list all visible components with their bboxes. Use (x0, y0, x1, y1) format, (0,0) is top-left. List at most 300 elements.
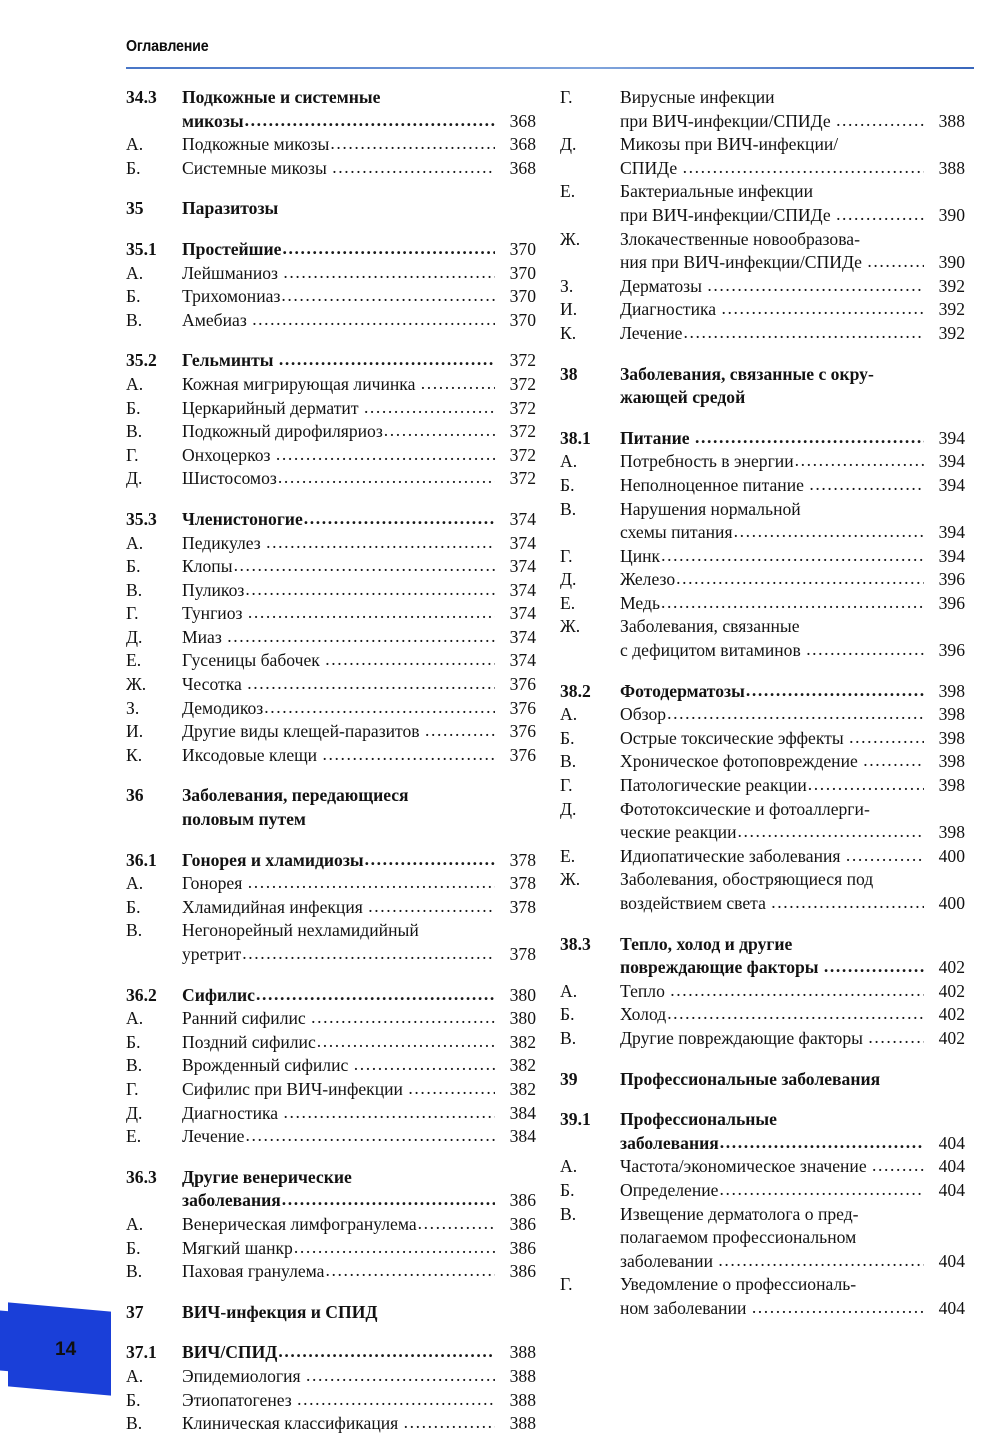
toc-page-number: 384 (509, 1102, 536, 1123)
leader-dots (266, 531, 495, 555)
toc-entry-body (620, 727, 965, 751)
toc-entry[interactable] (126, 602, 536, 626)
toc-entry-title: половым путем (182, 809, 306, 830)
toc-entry-marker: В. (560, 498, 577, 519)
toc-entry[interactable] (126, 1301, 536, 1325)
leader-dots (354, 1053, 495, 1077)
toc-entry-title: Профессиональные (620, 1109, 777, 1130)
toc-entry[interactable] (560, 228, 965, 275)
leader-dots (276, 443, 495, 467)
toc-entry-line (182, 1412, 536, 1436)
toc-entry[interactable] (560, 774, 965, 798)
toc-entry-line (182, 397, 536, 421)
toc-entry-body (182, 1260, 536, 1284)
toc-entry-marker: Г. (560, 775, 573, 796)
toc-group (126, 1166, 536, 1284)
toc-entry[interactable] (560, 980, 965, 1004)
toc-entry-marker: 36.2 (126, 984, 157, 1005)
toc-entry-title: Шистосомоз (182, 468, 277, 489)
toc-entry[interactable] (560, 133, 965, 180)
toc-entry[interactable] (126, 1213, 536, 1237)
toc-entry-marker: Б. (126, 896, 141, 917)
toc-entry-body (620, 180, 965, 227)
toc-entry-line (182, 1213, 536, 1237)
toc-entry[interactable] (560, 1068, 965, 1092)
toc-entry-title: Заболевания, обостряющиеся под (620, 869, 874, 890)
toc-entry-line (620, 1155, 965, 1179)
toc-entry-title: Иксодовые клещи (182, 744, 322, 765)
toc-entry-marker: Ж. (560, 869, 581, 890)
toc-entry-line (182, 555, 536, 579)
toc-entry[interactable] (126, 1031, 536, 1055)
toc-entry[interactable] (126, 1007, 536, 1031)
toc-entry-body (620, 322, 965, 346)
toc-group (560, 1068, 965, 1092)
toc-entry-marker: А. (560, 1156, 578, 1177)
toc-entry[interactable] (126, 1389, 536, 1413)
toc-entry-line (620, 774, 965, 798)
toc-entry-line (620, 750, 965, 774)
toc-entry[interactable] (560, 298, 965, 322)
leader-dots (425, 719, 495, 743)
toc-entry-body (182, 157, 536, 181)
leader-dots (245, 109, 495, 133)
toc-entry-marker: Ж. (560, 616, 581, 637)
toc-entry-title: Церкарийный дерматит (182, 397, 363, 418)
toc-entry[interactable] (560, 933, 965, 980)
toc-page-number: 378 (509, 944, 536, 964)
toc-entry-title: Клиническая классификация (182, 1413, 403, 1434)
toc-entry-body (182, 1341, 536, 1365)
toc-entry-marker: З. (560, 275, 574, 296)
toc-entry-title: Простейшие (182, 238, 282, 259)
toc-entry-line-continuation (620, 798, 965, 822)
toc-entry-marker: К. (126, 744, 143, 765)
toc-entry-title: Паховая гранулема (182, 1261, 325, 1282)
leader-dots (365, 848, 495, 872)
toc-entry-title: Тунгиоз (182, 603, 247, 624)
leader-dots (408, 1077, 495, 1101)
toc-entry[interactable] (126, 720, 536, 744)
toc-entry[interactable] (560, 615, 965, 662)
toc-page-number: 400 (938, 893, 965, 913)
toc-entry-body (620, 1027, 965, 1051)
toc-entry[interactable] (560, 498, 965, 545)
toc-entry-body (182, 508, 536, 532)
toc-entry-line (620, 251, 965, 275)
toc-entry[interactable] (560, 275, 965, 299)
toc-entry[interactable] (560, 322, 965, 346)
toc-entry-title: Миаз (182, 626, 227, 647)
toc-entry-line (620, 322, 965, 346)
leader-dots (846, 844, 924, 868)
toc-entry-line (182, 157, 536, 181)
toc-page-number: 396 (938, 569, 965, 590)
toc-entry-title: Сифилис (182, 984, 255, 1005)
toc-entry-marker: 39.1 (560, 1109, 591, 1130)
toc-entry-marker: А. (126, 873, 144, 894)
leader-dots (332, 156, 495, 180)
toc-entry-marker: Б. (560, 1004, 575, 1025)
toc-page-number: 386 (509, 1213, 536, 1234)
toc-page-number: 388 (509, 1413, 536, 1434)
toc-entry-title: Подкожный дирофиляриоз (182, 421, 383, 442)
toc-entry-marker: Б. (126, 556, 141, 577)
toc-entry-line (182, 262, 536, 286)
toc-page-number: 398 (938, 775, 965, 796)
toc-page-number: 402 (938, 980, 965, 1001)
toc-entry[interactable] (560, 1155, 965, 1179)
toc-entry[interactable] (126, 579, 536, 603)
toc-entry-body (182, 579, 536, 603)
leader-dots (297, 1388, 495, 1412)
leader-dots (808, 773, 924, 797)
toc-entry[interactable] (560, 750, 965, 774)
toc-entry[interactable] (126, 508, 536, 532)
toc-entry-marker: Ж. (126, 674, 147, 695)
toc-entry[interactable] (126, 1412, 536, 1436)
toc-entry[interactable] (560, 545, 965, 569)
toc-page-number: 380 (509, 984, 536, 1005)
toc-entry-body (182, 984, 536, 1008)
leader-dots (364, 396, 495, 420)
toc-entry[interactable] (126, 373, 536, 397)
toc-entry-body (620, 1003, 965, 1027)
toc-page-number: 388 (509, 1389, 536, 1410)
toc-entry[interactable] (126, 1078, 536, 1102)
toc-entry-body (182, 1054, 536, 1078)
page-header (126, 38, 974, 69)
toc-entry[interactable] (560, 592, 965, 616)
toc-entry-line (620, 1297, 965, 1321)
toc-entry-body (620, 933, 965, 980)
toc-entry[interactable] (560, 450, 965, 474)
toc-entry-body (182, 602, 536, 626)
toc-entry[interactable] (560, 86, 965, 133)
toc-entry-line-continuation (620, 363, 965, 387)
toc-entry[interactable] (126, 349, 536, 373)
toc-entry[interactable] (126, 238, 536, 262)
toc-entry[interactable] (126, 555, 536, 579)
toc-page-number: 398 (938, 727, 965, 748)
toc-page-number: 382 (509, 1031, 536, 1052)
toc-entry-title: Диагностика (620, 299, 721, 320)
toc-entry-line-continuation (620, 133, 965, 157)
toc-entry-line (620, 592, 965, 616)
toc-entry-title: при ВИЧ-инфекции/СПИДе (620, 204, 836, 225)
toc-entry-marker: Г. (560, 1274, 573, 1295)
toc-entry[interactable] (560, 180, 965, 227)
toc-entry-line (620, 110, 965, 134)
toc-entry-body (620, 703, 965, 727)
toc-entry-line (620, 956, 965, 980)
toc-entry[interactable] (126, 397, 536, 421)
toc-entry[interactable] (560, 798, 965, 845)
toc-entry[interactable] (560, 680, 965, 704)
toc-entry-line-continuation (182, 86, 536, 110)
toc-entry-title: ческие реакции (620, 822, 737, 843)
toc-entry-title: Лечение (182, 1126, 245, 1147)
toc-entry-body (182, 1102, 536, 1126)
toc-entry-title: Заболевания, передающиеся (182, 785, 409, 806)
toc-page-number: 374 (509, 556, 536, 577)
toc-page-number: 392 (938, 322, 965, 343)
toc-entry[interactable] (126, 649, 536, 673)
toc-entry-body (620, 615, 965, 662)
toc-entry-marker: 38 (560, 363, 578, 384)
toc-entry[interactable] (126, 1365, 536, 1389)
toc-entry-marker: В. (560, 1027, 577, 1048)
toc-page-number: 376 (509, 744, 536, 765)
toc-entry-line (182, 602, 536, 626)
toc-entry-body (182, 720, 536, 744)
toc-entry[interactable] (126, 86, 536, 133)
toc-entry-marker: Д. (560, 569, 577, 590)
toc-entry-line (620, 427, 965, 451)
leader-dots (738, 820, 925, 844)
toc-entry-line (620, 1132, 965, 1156)
leader-dots (683, 156, 924, 180)
toc-entry-title: Врожденный сифилис (182, 1055, 353, 1076)
toc-entry-body (182, 1412, 536, 1436)
toc-entry-body (620, 427, 965, 451)
toc-entry[interactable] (560, 1273, 965, 1320)
toc-entry-body (620, 680, 965, 704)
toc-entry[interactable] (560, 568, 965, 592)
toc-entry-body (620, 798, 965, 845)
toc-page-number: 378 (509, 873, 536, 894)
toc-entry-title: Медь (620, 592, 660, 613)
toc-entry-title: жающей средой (620, 387, 746, 408)
toc-entry[interactable] (126, 784, 536, 831)
toc-page-number: 370 (509, 238, 536, 259)
toc-group (126, 86, 536, 180)
toc-entry-body (182, 86, 536, 133)
toc-entry[interactable] (560, 727, 965, 751)
leader-dots (771, 891, 924, 915)
toc-entry-line-continuation (620, 1273, 965, 1297)
toc-entry[interactable] (126, 872, 536, 896)
toc-entry-marker: 38.1 (560, 427, 591, 448)
toc-group (126, 197, 536, 221)
toc-entry[interactable] (126, 262, 536, 286)
toc-page-number: 372 (509, 373, 536, 394)
leader-dots (695, 426, 924, 450)
toc-entry-body (182, 1125, 536, 1149)
toc-entry-marker: А. (126, 1365, 144, 1386)
toc-entry-line (620, 474, 965, 498)
toc-entry-title: Гельминты (182, 350, 278, 371)
toc-entry-body (182, 285, 536, 309)
toc-entry-title: Амебиаз (182, 309, 252, 330)
toc-page-number: 400 (938, 845, 965, 866)
toc-entry-title: Венерическая лимфогранулема (182, 1213, 417, 1234)
toc-group (560, 363, 965, 410)
toc-entry-title: Педикулез (182, 532, 266, 553)
toc-entry[interactable] (126, 1260, 536, 1284)
toc-group (126, 1341, 536, 1435)
toc-entry-body (182, 784, 536, 831)
toc-entry-marker: В. (126, 1055, 143, 1076)
toc-entry-marker: И. (560, 299, 578, 320)
toc-entry-title: Фототоксические и фотоаллерги- (620, 798, 870, 819)
toc-entry-title: Извещение дерматолога о пред- (620, 1203, 859, 1224)
toc-group (560, 427, 965, 663)
toc-entry[interactable] (126, 285, 536, 309)
toc-entry-title: Нарушения нормальной (620, 498, 801, 519)
leader-dots (283, 261, 495, 285)
leader-dots (323, 743, 496, 767)
toc-page-number: 374 (509, 508, 536, 529)
toc-entry-line (182, 309, 536, 333)
toc-entry-body (620, 1273, 965, 1320)
toc-entry-line-continuation (182, 1166, 536, 1190)
toc-entry-marker: З. (126, 697, 140, 718)
toc-entry-line-continuation (620, 615, 965, 639)
toc-entry[interactable] (126, 133, 536, 157)
leader-dots (806, 638, 924, 662)
toc-entry[interactable] (560, 474, 965, 498)
leader-dots (872, 1154, 924, 1178)
toc-entry-line (182, 110, 536, 134)
toc-page-number: 384 (509, 1126, 536, 1147)
toc-entry-line-continuation (620, 498, 965, 522)
toc-entry-marker: Б. (126, 286, 141, 307)
toc-entry-line (620, 845, 965, 869)
toc-entry-line (182, 943, 536, 967)
toc-page-number: 392 (938, 299, 965, 320)
toc-entry-body (182, 1301, 536, 1325)
leader-dots (824, 955, 924, 979)
toc-entry-body (620, 592, 965, 616)
toc-entry-line-continuation (620, 933, 965, 957)
toc-entry[interactable] (560, 1108, 965, 1155)
toc-entry-title: воздействием света (620, 893, 771, 913)
toc-entry-line-continuation (182, 808, 536, 832)
toc-entry-line (182, 626, 536, 650)
toc-entry-title: Профессиональные заболевания (620, 1068, 881, 1089)
toc-entry-line-continuation (620, 1108, 965, 1132)
toc-entry-line (620, 1179, 965, 1203)
toc-entry[interactable] (126, 1102, 536, 1126)
toc-entry[interactable] (126, 896, 536, 920)
toc-entry[interactable] (126, 744, 536, 768)
toc-entry-title: Патологические реакции (620, 775, 807, 796)
toc-entry-line-continuation (620, 868, 965, 892)
toc-entry-line (182, 349, 536, 373)
toc-entry[interactable] (126, 1054, 536, 1078)
toc-entry-body (620, 980, 965, 1004)
toc-entry-line-continuation (620, 1226, 965, 1250)
toc-entry-line (182, 444, 536, 468)
toc-entry[interactable] (126, 626, 536, 650)
toc-entry[interactable] (126, 697, 536, 721)
toc-entry[interactable] (560, 845, 965, 869)
toc-page-number: 398 (938, 704, 965, 725)
toc-entry-marker: 38.3 (560, 933, 591, 954)
toc-entry-title: Бактериальные инфекции (620, 181, 813, 202)
toc-entry-title: полагаемом профессиональном (620, 1227, 857, 1248)
toc-entry-line (182, 744, 536, 768)
toc-entry[interactable] (126, 420, 536, 444)
toc-group (126, 784, 536, 831)
toc-entry-body (182, 744, 536, 768)
toc-entry[interactable] (126, 849, 536, 873)
toc-page-number: 404 (938, 1132, 965, 1153)
toc-page-number: 376 (509, 721, 536, 742)
toc-entry-title: Подкожные микозы (182, 134, 330, 155)
toc-entry[interactable] (126, 984, 536, 1008)
toc-entry[interactable] (126, 309, 536, 333)
toc-entry[interactable] (560, 1203, 965, 1274)
toc-entry[interactable] (126, 157, 536, 181)
toc-page-number: 378 (509, 896, 536, 917)
toc-entry-title: Частота/экономическое значение (620, 1156, 872, 1177)
leader-dots (718, 1249, 924, 1273)
toc-entry-title: Демодикоз (182, 697, 264, 718)
toc-entry-line (182, 1260, 536, 1284)
toc-entry-body (182, 1166, 536, 1213)
toc-page-number: 388 (509, 1342, 536, 1363)
toc-entry-body (620, 1155, 965, 1179)
toc-group (560, 680, 965, 916)
toc-entry-line (620, 298, 965, 322)
toc-group (126, 849, 536, 967)
toc-entry[interactable] (126, 1166, 536, 1213)
toc-entry[interactable] (560, 363, 965, 410)
leader-dots (284, 1101, 496, 1125)
toc-entry-marker: 37 (126, 1301, 144, 1322)
toc-entry[interactable] (126, 1237, 536, 1261)
toc-entry-title: Фотодерматозы (620, 680, 745, 701)
toc-entry-body (182, 1389, 536, 1413)
toc-entry[interactable] (560, 1027, 965, 1051)
leader-dots (849, 726, 924, 750)
toc-page-number: 388 (938, 157, 965, 178)
toc-entry[interactable] (560, 703, 965, 727)
toc-entry-body (182, 1007, 536, 1031)
toc-entry-title: Идиопатические заболевания (620, 845, 845, 866)
toc-entry-marker: А. (126, 262, 144, 283)
toc-entry-title: Лейшманиоз (182, 262, 283, 283)
toc-entry-line-continuation (182, 1301, 536, 1325)
toc-entry[interactable] (126, 1125, 536, 1149)
toc-entry-marker: Д. (560, 798, 577, 819)
toc-entry[interactable] (126, 444, 536, 468)
toc-entry[interactable] (560, 427, 965, 451)
toc-entry-line (182, 1102, 536, 1126)
toc-entry[interactable] (126, 919, 536, 966)
leader-dots (719, 1178, 924, 1202)
toc-entry[interactable] (126, 673, 536, 697)
toc-entry[interactable] (560, 1179, 965, 1203)
toc-entry[interactable] (126, 1341, 536, 1365)
toc-entry-body (182, 1213, 536, 1237)
toc-entry[interactable] (126, 197, 536, 221)
toc-entry[interactable] (560, 1003, 965, 1027)
toc-entry-body (182, 1078, 536, 1102)
toc-entry-line (182, 420, 536, 444)
leader-dots (836, 203, 924, 227)
toc-entry[interactable] (126, 467, 536, 491)
leader-dots (248, 601, 495, 625)
toc-page-number: 394 (938, 427, 965, 448)
toc-entry[interactable] (126, 532, 536, 556)
toc-entry[interactable] (560, 868, 965, 915)
toc-group (126, 508, 536, 768)
toc-entry-line (620, 450, 965, 474)
toc-page-number: 368 (509, 134, 536, 155)
